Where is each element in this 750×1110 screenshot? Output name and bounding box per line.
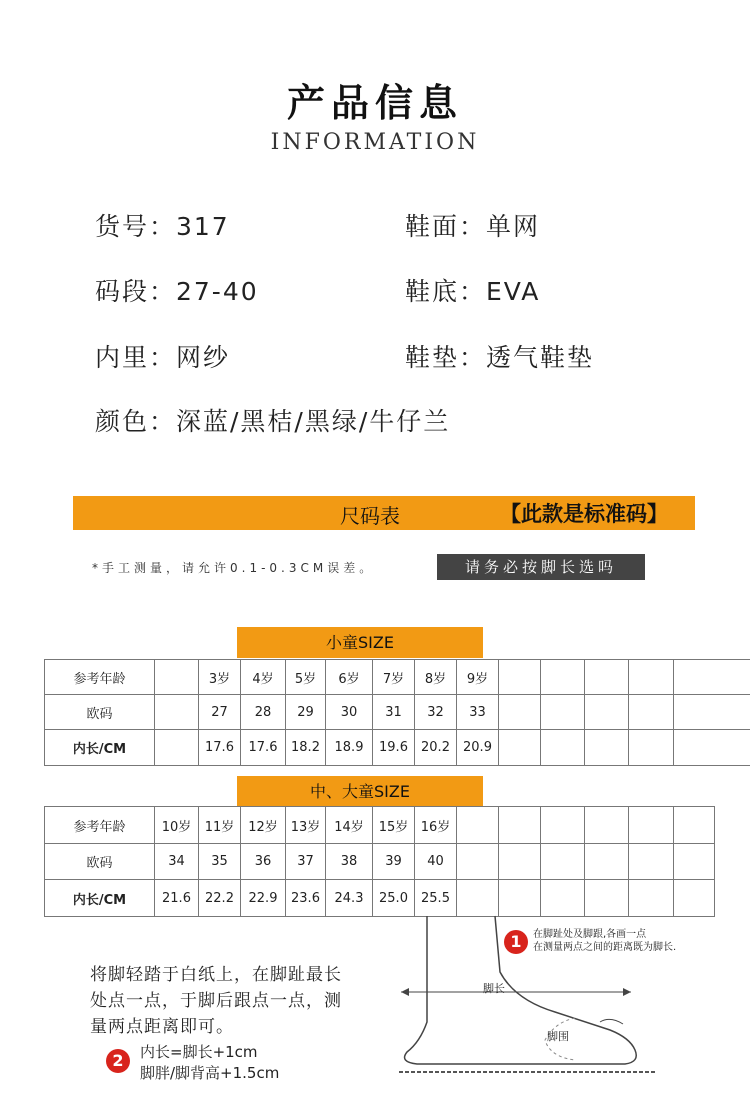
table-cell: 13岁 bbox=[286, 807, 326, 844]
table-cell: 7岁 bbox=[373, 660, 415, 695]
table-cell: 32 bbox=[415, 695, 457, 730]
table-cell: 6岁 bbox=[326, 660, 373, 695]
inner-length-formula: 内长=脚长+1cm bbox=[140, 1043, 258, 1061]
page-subtitle: INFORMATION bbox=[270, 130, 480, 155]
table-cell: 36 bbox=[241, 844, 286, 880]
table-cell: 22.2 bbox=[199, 880, 241, 917]
step-1-line-a: 在脚趾处及脚跟,各画一点 bbox=[533, 929, 647, 940]
table-cell: 18.2 bbox=[286, 730, 326, 766]
row-label-eu: 欧码 bbox=[45, 844, 155, 880]
small-size-table bbox=[44, 659, 750, 766]
info-insole: 鞋垫：透气鞋垫 bbox=[405, 343, 595, 372]
table-cell: 12岁 bbox=[241, 807, 286, 844]
table-cell: 9岁 bbox=[457, 660, 499, 695]
info-sole: 鞋底：EVA bbox=[405, 277, 541, 306]
foot-length-label: 脚长 bbox=[483, 982, 505, 995]
info-size-range: 码段：27-40 bbox=[95, 277, 259, 306]
table-cell: 3岁 bbox=[199, 660, 241, 695]
table-cell: 19.6 bbox=[373, 730, 415, 766]
foot-girth-label: 脚围 bbox=[547, 1030, 569, 1043]
table-cell: 22.9 bbox=[241, 880, 286, 917]
info-item-no: 货号：317 bbox=[95, 212, 230, 241]
tolerance-note: *手工测量，请允许0.1-0.3CM误差。 bbox=[92, 561, 376, 575]
table-cell: 4岁 bbox=[241, 660, 286, 695]
table-cell: 40 bbox=[415, 844, 457, 880]
table-cell: 29 bbox=[286, 695, 326, 730]
table-cell: 8岁 bbox=[415, 660, 457, 695]
table-cell: 34 bbox=[155, 844, 199, 880]
table-cell: 27 bbox=[199, 695, 241, 730]
table-cell: 21.6 bbox=[155, 880, 199, 917]
step-1-line-b: 在测量两点之间的距离既为脚长. bbox=[533, 942, 677, 953]
table-cell: 31 bbox=[373, 695, 415, 730]
table-cell: 20.9 bbox=[457, 730, 499, 766]
table-cell: 17.6 bbox=[199, 730, 241, 766]
size-chart-note: 【此款是标准码】 bbox=[500, 502, 668, 526]
table-cell: 39 bbox=[373, 844, 415, 880]
table-cell: 38 bbox=[326, 844, 373, 880]
step-1-badge: 1 bbox=[504, 930, 528, 954]
row-label-age: 参考年龄 bbox=[45, 807, 155, 844]
table-cell: 25.5 bbox=[415, 880, 457, 917]
info-upper: 鞋面：单网 bbox=[405, 212, 541, 241]
table-cell: 37 bbox=[286, 844, 326, 880]
info-lining: 内里：网纱 bbox=[95, 343, 231, 372]
table-cell: 18.9 bbox=[326, 730, 373, 766]
table-cell: 10岁 bbox=[155, 807, 199, 844]
measure-guide-text: 将脚轻踏于白纸上，在脚趾最长处点一点，于脚后跟点一点，测量两点距离即可。 bbox=[90, 965, 342, 1037]
table-cell: 16岁 bbox=[415, 807, 457, 844]
row-label-eu: 欧码 bbox=[45, 695, 155, 730]
info-colors: 颜色：深蓝/黑桔/黑绿/牛仔兰 bbox=[95, 407, 451, 436]
girth-formula: 脚胖/脚背高+1.5cm bbox=[140, 1064, 280, 1082]
big-size-table bbox=[44, 806, 715, 917]
table-cell: 20.2 bbox=[415, 730, 457, 766]
table-cell: 11岁 bbox=[199, 807, 241, 844]
table-cell: 35 bbox=[199, 844, 241, 880]
step-2-badge: 2 bbox=[106, 1049, 130, 1073]
row-label-length: 内长/CM bbox=[45, 880, 155, 917]
size-chart-title: 尺码表 bbox=[340, 504, 400, 528]
table-cell: 5岁 bbox=[286, 660, 326, 695]
row-label-age: 参考年龄 bbox=[45, 660, 155, 695]
page-title: 产品信息 bbox=[286, 81, 463, 125]
table-cell: 17.6 bbox=[241, 730, 286, 766]
table-cell: 23.6 bbox=[286, 880, 326, 917]
table-cell: 14岁 bbox=[326, 807, 373, 844]
small-size-title: 小童SIZE bbox=[237, 627, 483, 658]
big-size-title: 中、大童SIZE bbox=[237, 776, 483, 807]
table-cell: 15岁 bbox=[373, 807, 415, 844]
table-cell: 28 bbox=[241, 695, 286, 730]
table-cell: 33 bbox=[457, 695, 499, 730]
table-cell: 25.0 bbox=[373, 880, 415, 917]
table-cell: 24.3 bbox=[326, 880, 373, 917]
row-label-length: 内长/CM bbox=[45, 730, 155, 766]
table-cell: 30 bbox=[326, 695, 373, 730]
measure-notice-button: 请务必按脚长选吗 bbox=[437, 554, 645, 580]
step-1-text bbox=[533, 928, 676, 954]
